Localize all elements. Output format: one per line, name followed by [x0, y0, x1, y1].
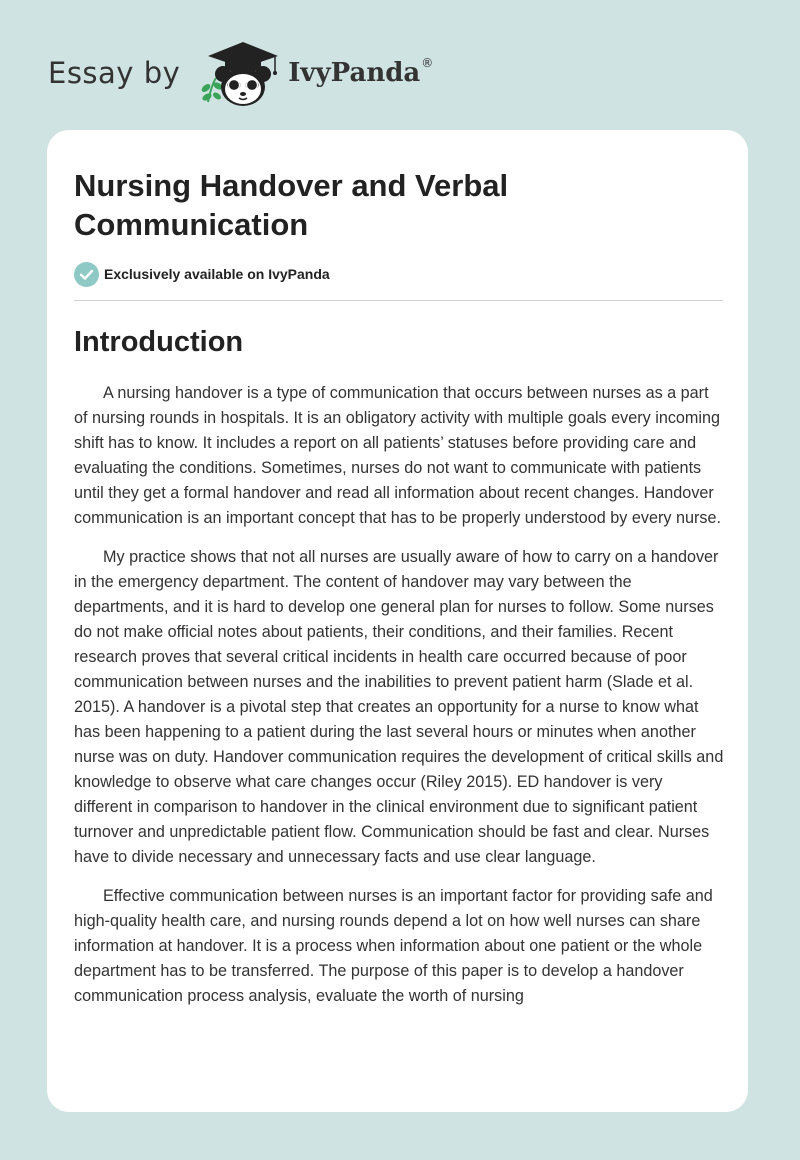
brand-name: IvyPanda [288, 58, 421, 88]
essay-card [47, 130, 748, 1112]
exclusive-badge [74, 261, 722, 287]
paragraph: A nursing handover is a type of communication that occurs between nurses as a part of nursing rounds in hospitals. It is an obligatory activity with multiple goals every incoming shift has to know. It includes a report on all patients’ statuses before providing care and evaluating the conditions. Sometimes, nurses do not want to communicate with patients until they get a formal handover and read all information about recent changes. Handover communication is an important concept that has to be properly understood by every nurse. [74, 384, 721, 527]
exclusive-label: Exclusively available on IvyPanda [104, 266, 330, 282]
essay-title: Nursing Handover and Verbal Communication [74, 168, 509, 242]
paragraph: Effective communication between nurses is an important factor for providing safe and high-quality health care, and nursing rounds depend a lot on how well nurses can share information at handover. It is a process when information about one patient or the whole department has to be transferred. The purpose of this paper is to develop a handover communication process analysis, evaluate the worth of nursing [74, 887, 713, 1005]
essay-body [74, 381, 724, 1009]
paragraph: My practice shows that not all nurses are usually aware of how to carry on a handover in the emergency department. The content of handover may vary between the departments, and it is hard to develop one general plan for nurses to follow. Some nurses do not make official notes about patients, their conditions, and their families. Recent research proves that several critical incidents in health care occurred because of poor communication between nurses and the inabilities to prevent patient harm (Slade et al. 2015). A handover is a pivotal step that creates an opportunity for a nurse to know what has been happening to a patient during the last several hours or minutes when another nurse was on duty. Handover communication requires the development of critical skills and knowledge to observe what care changes occur (Riley 2015). ED handover is very different in comparison to handover in the clinical environment due to significant patient turnover and unpredictable patient flow. Communication should be fast and clear. Nurses have to divide necessary and unnecessary facts and use clear language. [74, 548, 724, 866]
site-brand[interactable] [48, 36, 433, 110]
check-circle-icon [74, 262, 99, 287]
registered-mark: ® [421, 56, 434, 70]
panda-graduate-logo-icon [196, 36, 284, 110]
divider [74, 300, 723, 301]
brand-prefix: Essay by [48, 56, 181, 90]
section-heading-introduction: Introduction [74, 326, 244, 358]
